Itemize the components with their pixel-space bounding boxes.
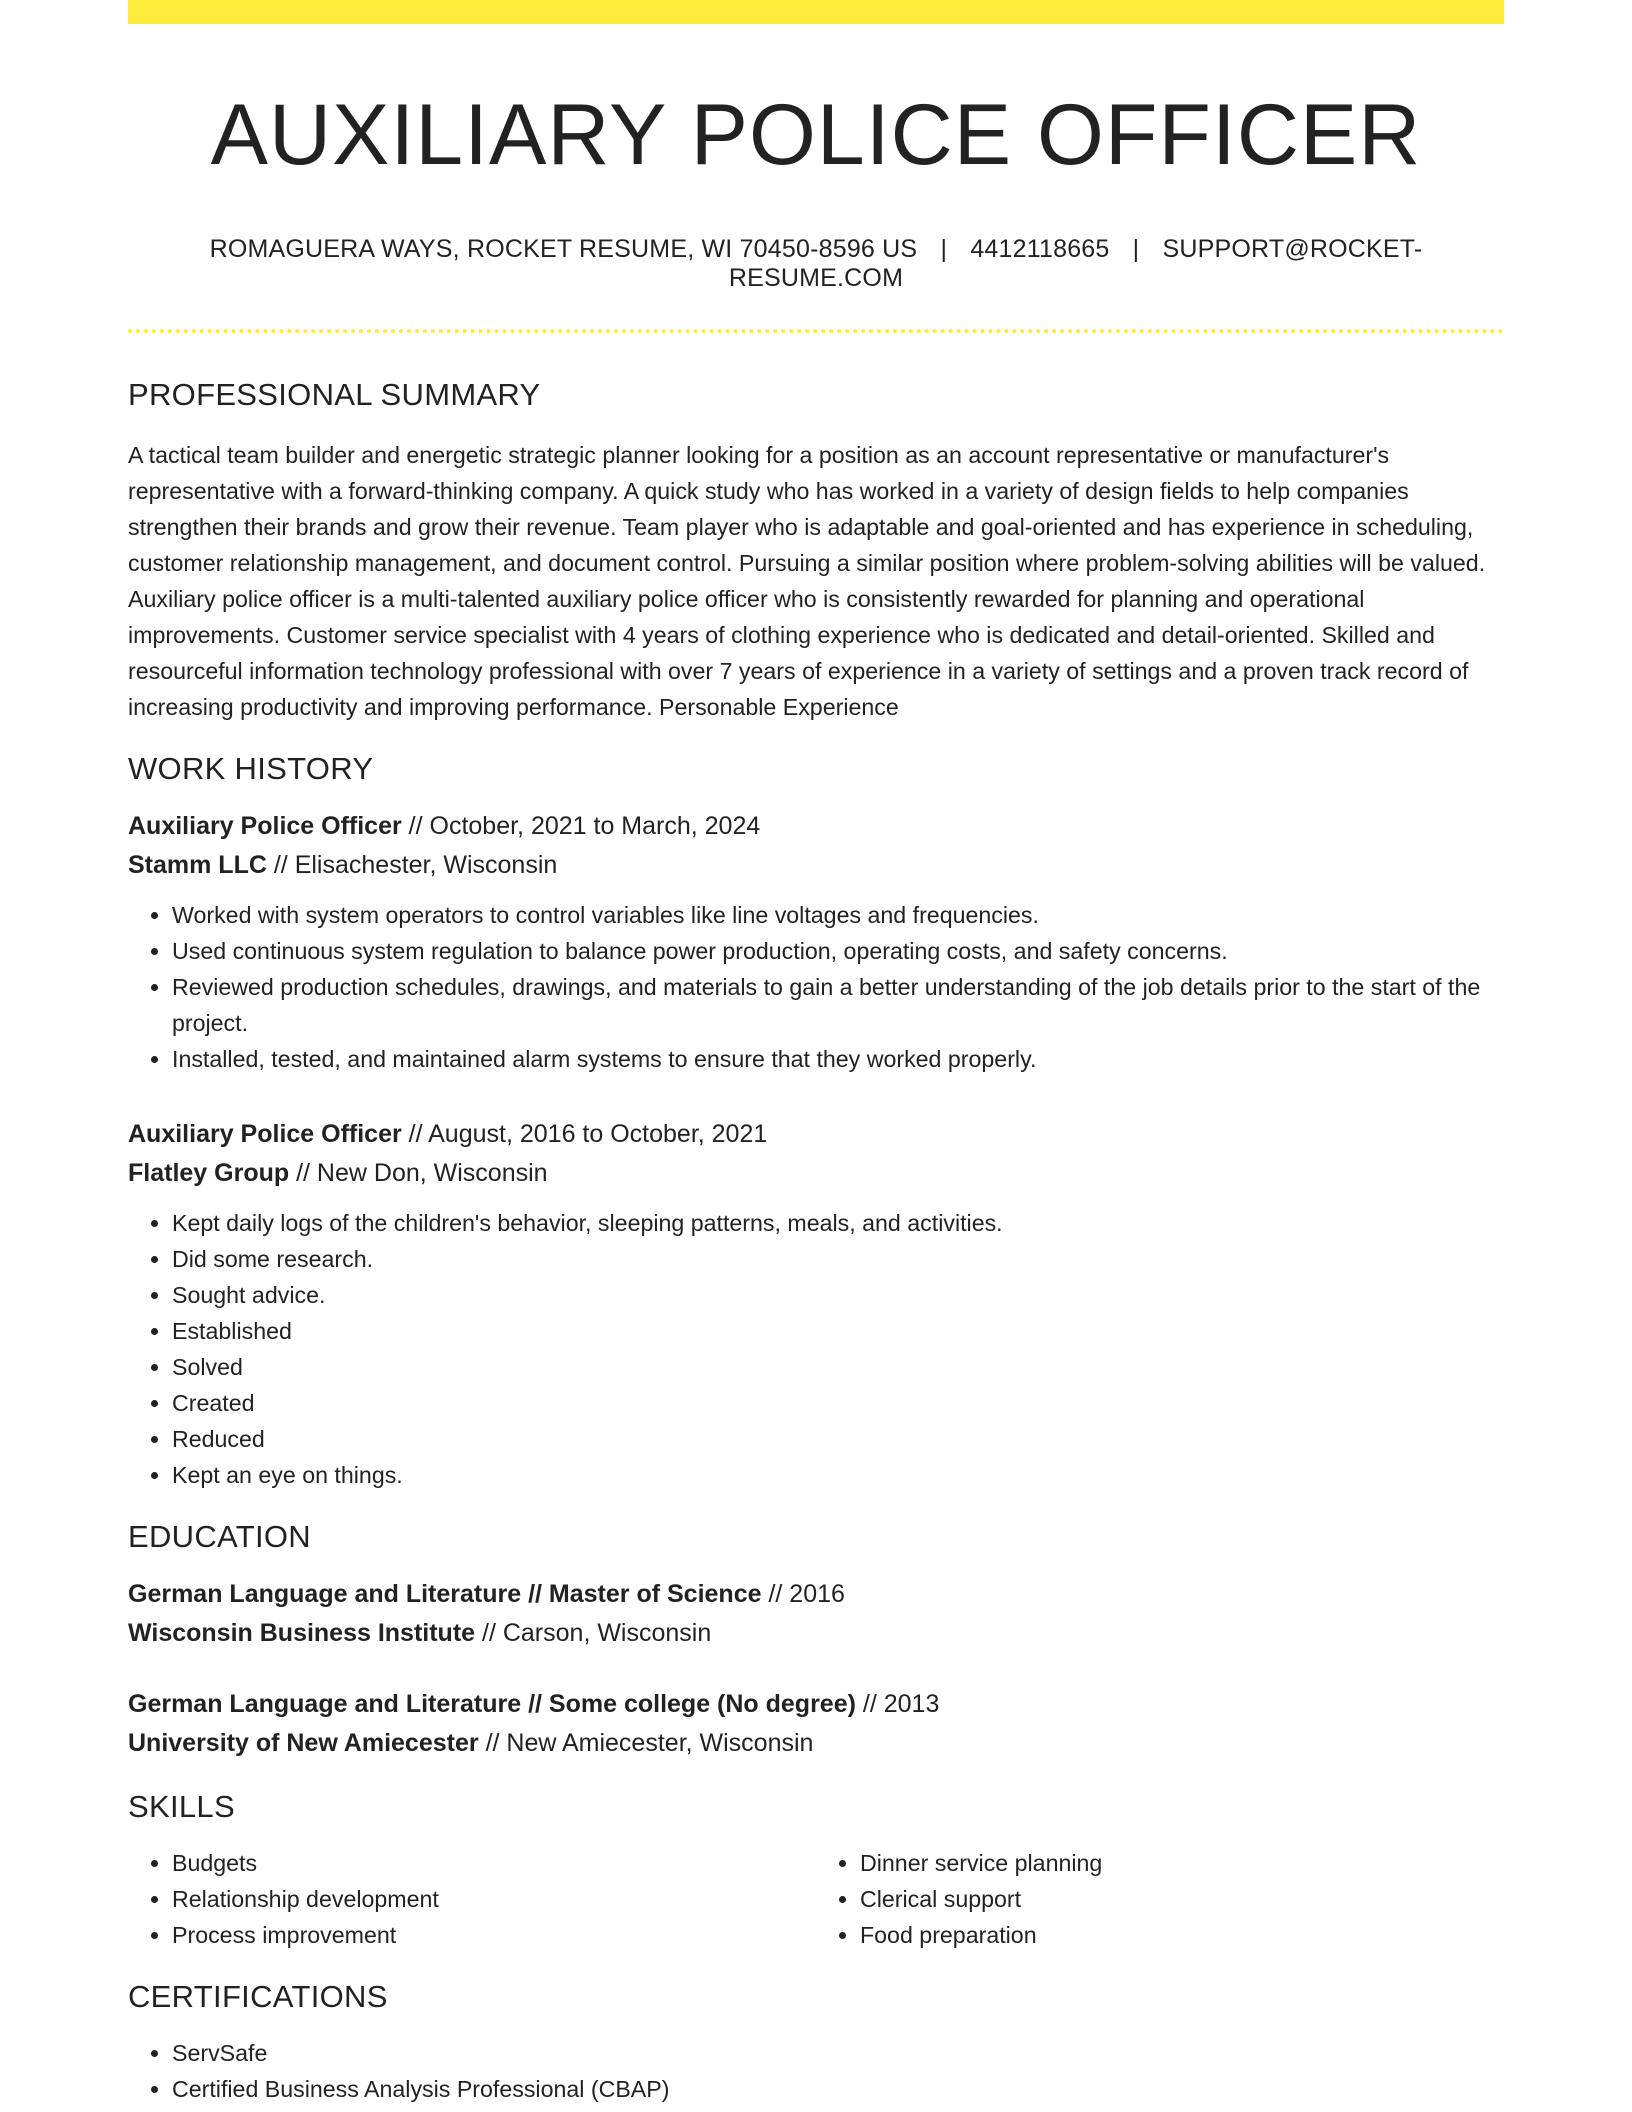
contact-phone: 4412118665 — [970, 235, 1110, 264]
list-item: • Reviewed production schedules, drawings, and materials to gain a better understanding of the job details prior to the start of the project. — [172, 969, 1504, 1041]
job-bullets — [128, 1205, 1504, 1493]
resume-page — [128, 0, 1504, 2107]
job-location: // Elisachester, Wisconsin — [273, 851, 558, 880]
list-item: • Did some research. — [172, 1241, 1504, 1277]
skills-list-left — [128, 1845, 816, 1953]
list-item: • Established — [172, 1313, 1504, 1349]
contact-line — [128, 235, 1504, 293]
resume-name: AUXILIARY POLICE OFFICER — [210, 87, 1422, 183]
certifications-heading: CERTIFICATIONS — [128, 1979, 388, 2015]
skills-list-right — [816, 1845, 1504, 1953]
list-item: • ServSafe — [172, 2035, 1504, 2071]
education-school: Wisconsin Business Institute — [128, 1619, 476, 1648]
list-item: • Food preparation — [860, 1917, 1504, 1953]
skills-columns — [128, 1845, 1504, 1953]
list-item: • Used continuous system regulation to balance power production, operating costs, and safety concerns. — [172, 933, 1504, 969]
list-item: • Reduced — [172, 1421, 1504, 1457]
education-entry — [128, 1575, 1504, 1653]
education-location: // Carson, Wisconsin — [482, 1619, 712, 1648]
certifications-section — [128, 1979, 1504, 2107]
contact-email: SUPPORT@ROCKET-RESUME.COM — [728, 235, 1423, 293]
list-item: • Worked with system operators to control variables like line voltages and frequencies. — [172, 897, 1504, 933]
skills-section — [128, 1789, 1504, 1953]
job-dates: // October, 2021 to March, 2024 — [408, 812, 761, 841]
education-degree: German Language and Literature // Master of Science — [128, 1580, 762, 1609]
education-year: // 2016 — [768, 1580, 845, 1609]
job-company: Stamm LLC — [128, 851, 267, 880]
list-item: • Dinner service planning — [860, 1845, 1504, 1881]
list-item: • Solved — [172, 1349, 1504, 1385]
job-location: // New Don, Wisconsin — [296, 1159, 548, 1188]
accent-bar — [128, 0, 1504, 24]
list-item: • Budgets — [172, 1845, 816, 1881]
list-item: • Sought advice. — [172, 1277, 1504, 1313]
job-company: Flatley Group — [128, 1159, 290, 1188]
list-item: • Created — [172, 1385, 1504, 1421]
list-item: • Clerical support — [860, 1881, 1504, 1917]
education-section — [128, 1519, 1504, 1763]
list-item: • Kept an eye on things. — [172, 1457, 1504, 1493]
education-year: // 2013 — [862, 1690, 940, 1719]
summary-heading: PROFESSIONAL SUMMARY — [128, 377, 541, 413]
list-item: • Process improvement — [172, 1917, 816, 1953]
job-entry — [128, 1115, 1504, 1193]
education-entry — [128, 1685, 1504, 1763]
contact-separator: | — [1132, 235, 1140, 264]
education-heading: EDUCATION — [128, 1519, 311, 1555]
work-history-section — [128, 751, 1504, 1493]
job-entry — [128, 807, 1504, 885]
education-school: University of New Amiecester — [128, 1729, 479, 1758]
certifications-list — [128, 2035, 1504, 2107]
contact-address: ROMAGUERA WAYS, ROCKET RESUME, WI 70450-8596 US — [209, 235, 918, 264]
job-role: Auxiliary Police Officer — [128, 1120, 402, 1149]
job-bullets — [128, 897, 1504, 1077]
dotted-divider — [128, 329, 1504, 333]
list-item: • Kept daily logs of the children's behavior, sleeping patterns, meals, and activities. — [172, 1205, 1504, 1241]
skills-heading: SKILLS — [128, 1789, 235, 1825]
list-item: • Relationship development — [172, 1881, 816, 1917]
work-history-heading: WORK HISTORY — [128, 751, 374, 787]
list-item: • Certified Business Analysis Professional (CBAP) — [172, 2071, 1504, 2107]
job-dates: // August, 2016 to October, 2021 — [408, 1120, 768, 1149]
contact-separator: | — [940, 235, 948, 264]
job-role: Auxiliary Police Officer — [128, 812, 402, 841]
list-item: • Installed, tested, and maintained alarm systems to ensure that they worked properly. — [172, 1041, 1504, 1077]
education-location: // New Amiecester, Wisconsin — [485, 1729, 814, 1758]
summary-text: A tactical team builder and energetic strategic planner looking for a position as an account representative or manufacturer's representative with a forward-thinking company. A quick study who has worked in a variety of design fields to help companies strengthen their brands and grow their revenue. Team player who is adaptable and goal-oriented and has experience in scheduling, customer relationship management, and document control. Pursuing a similar position where problem-solving abilities will be valued. Auxiliary police officer is a multi-talented auxiliary police officer who is consistently rewarded for planning and operational improvements. Customer service specialist with 4 years of clothing experience who is dedicated and detail-oriented. Skilled and resourceful information technology professional with over 7 years of experience in a variety of settings and a proven track record of increasing productivity and improving performance. Personable Experience — [128, 442, 1486, 721]
education-degree: German Language and Literature // Some college (No degree) — [128, 1690, 856, 1719]
